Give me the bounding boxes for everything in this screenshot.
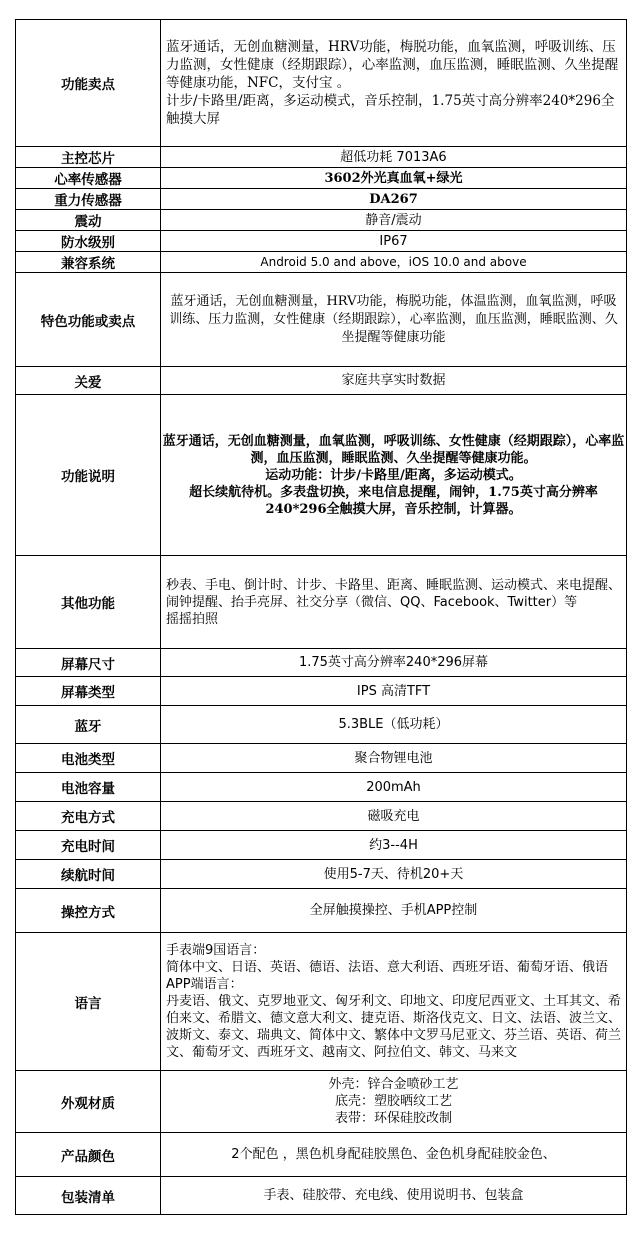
table-row	[16, 395, 627, 556]
row-label: 防水级别	[16, 231, 161, 252]
spec-table	[15, 19, 627, 1215]
table-row	[16, 677, 627, 706]
row-label: 屏幕类型	[16, 677, 161, 706]
row-value: 蓝牙通话，无创血糖测量，HRV功能，梅脱功能，体温监测，血氧监测，呼吸训练、压力监测，女性健康（经期跟踪），心率监测，血压监测，睡眠监测、久坐提醒等健康功能	[161, 273, 627, 367]
value-line: 外壳：锌合金喷砂工艺	[328, 1077, 459, 1092]
table-row	[16, 273, 627, 367]
row-value: 2个配色 ，黑色机身配硅胶黑色、金色机身配硅胶金色、	[161, 1133, 627, 1177]
row-value: 3602外光真血氧+绿光	[161, 168, 627, 189]
table-row	[16, 889, 627, 933]
row-value: 1.75英寸高分辨率240*296屏幕	[161, 649, 627, 677]
row-label: 操控方式	[16, 889, 161, 933]
row-label: 关爱	[16, 367, 161, 395]
value-line: 简体中文、日语、英语、德语、法语、意大利语、西班牙语、葡萄牙语、俄语	[166, 960, 609, 975]
row-label: 兼容系统	[16, 252, 161, 273]
table-row	[16, 706, 627, 744]
row-value: 5.3BLE（低功耗）	[161, 706, 627, 744]
row-value: 约3--4H	[161, 831, 627, 860]
row-label: 重力传感器	[16, 189, 161, 210]
row-label: 电池类型	[16, 744, 161, 773]
row-label: 电池容量	[16, 773, 161, 802]
table-row	[16, 1177, 627, 1215]
row-value: DA267	[161, 189, 627, 210]
table-row	[16, 252, 627, 273]
value-line: 手表端9国语言：	[166, 943, 266, 958]
row-label: 充电时间	[16, 831, 161, 860]
row-label: 续航时间	[16, 860, 161, 889]
value-line: 秒表、手电、倒计时、计步、卡路里、距离、睡眠监测、运动模式、来电提醒、闹钟提醒、抬手亮屏、社交分享（微信、QQ、Facebook、Twitter）等	[166, 577, 622, 610]
table-row	[16, 1133, 627, 1177]
row-label: 充电方式	[16, 802, 161, 831]
row-value: Android 5.0 and above，iOS 10.0 and above	[161, 252, 627, 273]
row-label: 功能卖点	[16, 20, 161, 147]
value-line: 表带：环保硅胶改制	[334, 1111, 452, 1126]
value-line: 底壳：塑胶晒纹工艺	[334, 1094, 452, 1109]
row-value	[161, 20, 627, 147]
row-value: 手表、硅胶带、充电线、使用说明书、包装盒	[161, 1177, 627, 1215]
table-row	[16, 189, 627, 210]
row-value	[161, 556, 627, 649]
value-line: 蓝牙通话，无创血糖测量，HRV功能，梅脱功能，血氧监测，呼吸训练、压力监测，女性健康（经期跟踪），心率监测，血压监测，睡眠监测、久坐提醒等健康功能，NFC，支付宝 。	[166, 39, 619, 91]
row-value: 聚合物锂电池	[161, 744, 627, 773]
value-line: 摇摇拍照	[166, 611, 219, 627]
row-label: 包装清单	[16, 1177, 161, 1215]
row-value	[161, 1071, 627, 1133]
table-row	[16, 1071, 627, 1133]
table-row	[16, 933, 627, 1071]
value-line: 超长续航待机。多表盘切换，来电信息提醒，闹钟，1.75英寸高分辨率240*296全触摸大屏，音乐控制，计算器。	[189, 484, 598, 517]
row-label: 特色功能或卖点	[16, 273, 161, 367]
table-row	[16, 168, 627, 189]
row-label: 外观材质	[16, 1071, 161, 1133]
table-row	[16, 556, 627, 649]
row-label: 屏幕尺寸	[16, 649, 161, 677]
table-row	[16, 831, 627, 860]
table-row	[16, 773, 627, 802]
row-value	[161, 933, 627, 1071]
table-row	[16, 231, 627, 252]
table-row	[16, 649, 627, 677]
row-value: 静音/震动	[161, 210, 627, 231]
value-line: 运动功能：计步/卡路里/距离，多运动模式。	[265, 467, 522, 483]
row-value: 家庭共享实时数据	[161, 367, 627, 395]
value-line: 计步/卡路里/距离，多运动模式，音乐控制，1.75英寸高分辨率240*296全触摸大屏	[166, 93, 615, 127]
table-row	[16, 20, 627, 147]
table-row	[16, 802, 627, 831]
row-label: 产品颜色	[16, 1133, 161, 1177]
row-value	[161, 395, 627, 556]
row-label: 心率传感器	[16, 168, 161, 189]
row-label: 蓝牙	[16, 706, 161, 744]
value-line: 丹麦语、俄文、克罗地亚文、匈牙利文、印地文、印度尼西亚文、土耳其文、希伯来文、希腊文、德文意大利文、捷克语、斯洛伐克文、日文、法语、波兰文、波斯文、泰文、瑞典文、简体中文、繁体中文罗马尼亚文、芬兰语、英语、荷兰文、葡萄牙文、西班牙文、越南文、阿拉伯文、韩文、马来文	[166, 994, 622, 1060]
row-label: 功能说明	[16, 395, 161, 556]
row-value: 磁吸充电	[161, 802, 627, 831]
row-label: 其他功能	[16, 556, 161, 649]
value-line: APP端语言：	[166, 977, 243, 992]
table-row	[16, 147, 627, 168]
row-value: 使用5-7天、待机20+天	[161, 860, 627, 889]
table-row	[16, 860, 627, 889]
row-value: 全屏触摸操控、手机APP控制	[161, 889, 627, 933]
row-label: 语言	[16, 933, 161, 1071]
row-value: IPS 高清TFT	[161, 677, 627, 706]
row-value: 超低功耗 7013A6	[161, 147, 627, 168]
row-label: 主控芯片	[16, 147, 161, 168]
row-value: IP67	[161, 231, 627, 252]
table-row	[16, 744, 627, 773]
row-label: 震动	[16, 210, 161, 231]
table-row	[16, 367, 627, 395]
value-line: 蓝牙通话，无创血糖测量，血氧监测，呼吸训练、女性健康（经期跟踪），心率监测，血压监测，睡眠监测、久坐提醒等健康功能。	[162, 433, 625, 466]
row-value: 200mAh	[161, 773, 627, 802]
table-row	[16, 210, 627, 231]
